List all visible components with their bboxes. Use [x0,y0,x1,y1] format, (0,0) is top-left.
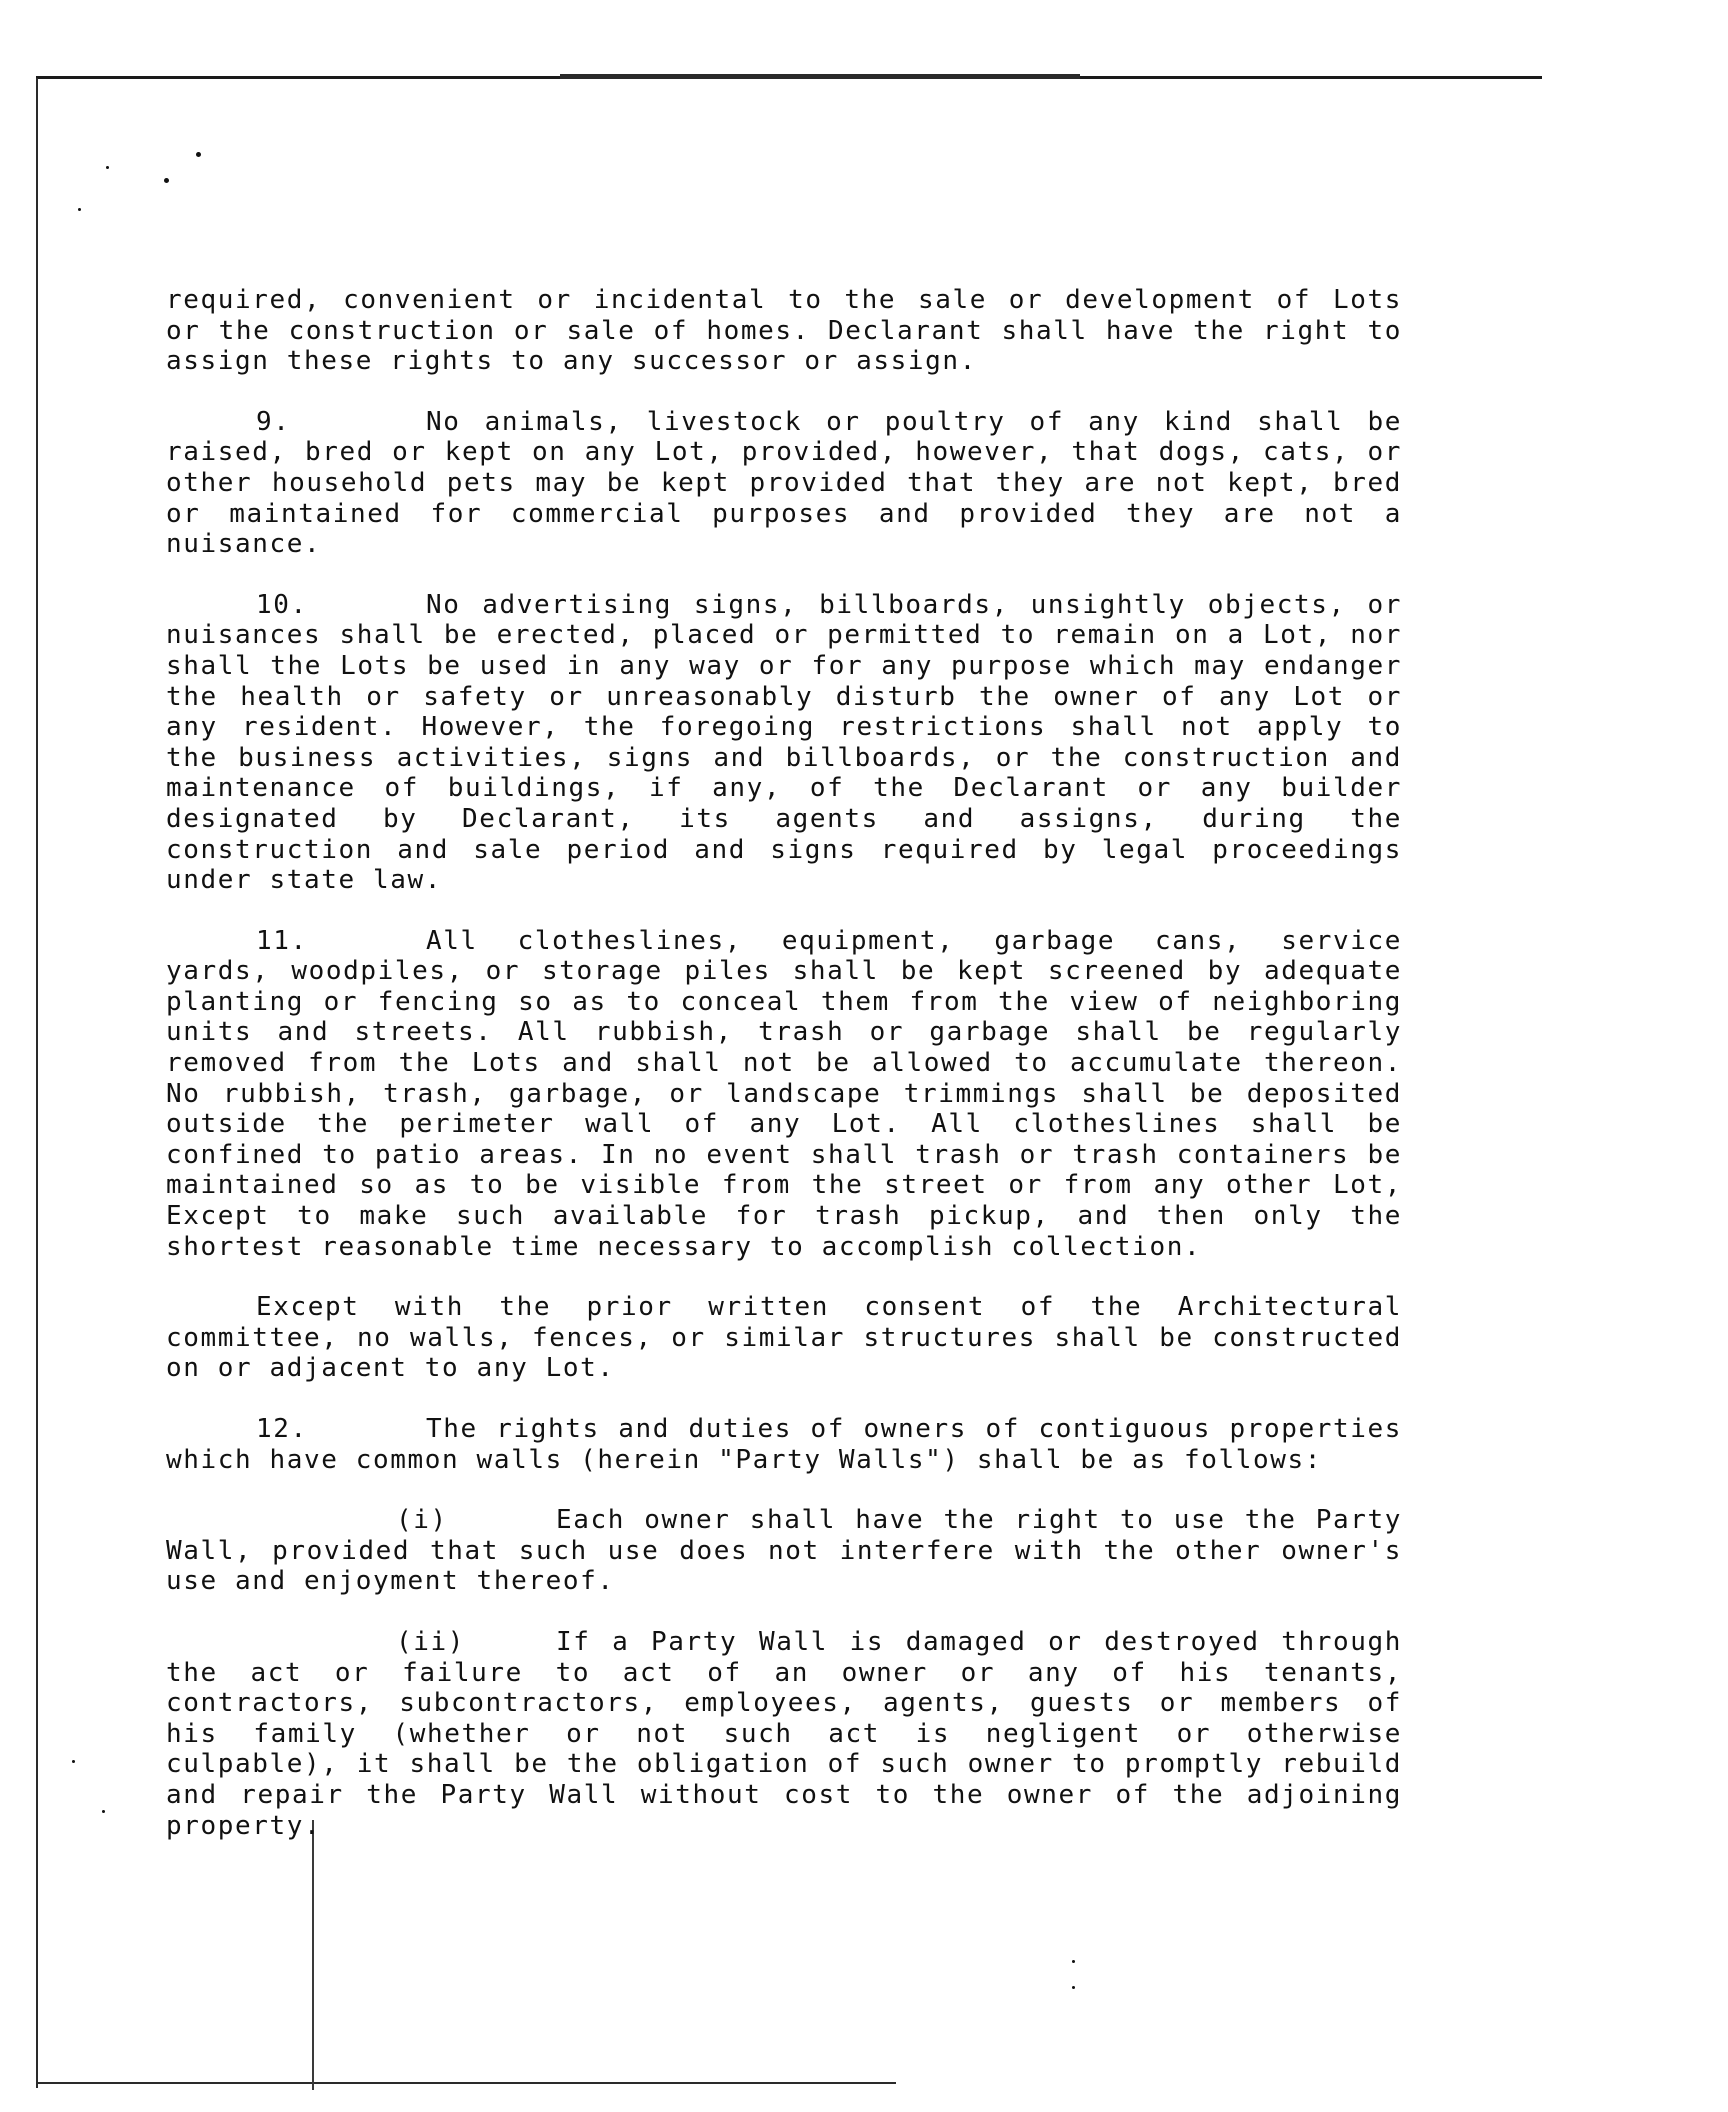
paragraph-text: The rights and duties of owners of contiguous properties which have common walls (herein "Party Walls") shall be as follows: [166,1414,1402,1475]
paragraph-text: No animals, livestock or poultry of any kind shall be raised, bred or kept on any Lot, provided, however, that dogs, cats, or other household pets may be kept provided that they are not kept, bred or maintained for commercial purposes and provided they are not a nuisance. [166,406,1402,560]
scan-speck [72,1760,75,1763]
subparagraph-ii [166,1627,1402,1841]
subparagraph-text: Each owner shall have the right to use the Party Wall, provided that such use does not interfere with the other owner's use and enjoyment thereof. [166,1505,1402,1597]
paragraph-continued [166,285,1402,377]
paragraph-text: No advertising signs, billboards, unsightly objects, or nuisances shall be erected, placed or permitted to remain on a Lot, nor shall the Lots be used in any way or for any purpose which may endanger the health or safety or unreasonably disturb the owner of any Lot or any resident. However, the foregoing restrictions shall not apply to the business activities, signs and billboards, or the construction and maintenance of buildings, if any, of the Declarant or any builder designated by Declarant, its agents and assigns, during the construction and sale period and signs required by legal proceedings under state law. [166,589,1402,896]
paragraph-number: 12. [256,1414,308,1444]
scan-border-bottom [36,2082,896,2084]
paragraph-12 [166,1414,1402,1475]
scan-border-left [36,78,38,2088]
paragraph-text: Except with the prior written consent of the Architectural committee, no walls, fences, or similar structures shall be constructed on or adjacent to any Lot. [166,1292,1402,1384]
paragraph-text: All clotheslines, equipment, garbage cans, service yards, woodpiles, or storage piles shall be kept screened by adequate planting or fencing so as to conceal them from the view of neighboring units and streets. All rubbish, trash or garbage shall be regularly removed from the Lots and shall not be allowed to accumulate thereon. No rubbish, trash, garbage, or landscape trimmings shall be deposited outside the perimeter wall of any Lot. All clotheslines shall be confined to patio areas. In no event shall trash or trash containers be maintained so as to be visible from the street or from any other Lot, Except to make such available for trash pickup, and then only the shortest reasonable time necessary to accomplish collection. [166,925,1402,1262]
subparagraph-i [166,1505,1402,1597]
paragraph-number: 11. [256,925,308,956]
subparagraph-number: (i) [396,1505,448,1536]
scan-speck [78,208,81,211]
scan-border-top-heavy [560,74,1080,79]
scan-speck [1072,1960,1075,1963]
paragraph-9 [166,407,1402,560]
scan-speck [1072,1986,1075,1989]
document-body [166,285,1402,1871]
paragraph-10 [166,590,1402,896]
scan-speck [196,152,201,157]
scan-speck [106,166,109,169]
subparagraph-number: (ii) [396,1626,466,1657]
paragraph-number: 10. [256,589,308,620]
paragraph-number: 9. [256,406,291,437]
paragraph-11 [166,926,1402,1263]
subparagraph-text: If a Party Wall is damaged or destroyed through the act or failure to act of an owner or any of his tenants, contractors, subcontractors, employees, agents, guests or members of his family (whether or not such act is negligent or otherwise culpable), it shall be the obligation of such owner to promptly rebuild and repair the Party Wall without cost to the owner of the adjoining property. [166,1626,1402,1841]
scan-speck [164,178,169,183]
paragraph-11-continued [166,1292,1402,1384]
paragraph-text: required, convenient or incidental to the sale or development of Lots or the construction or sale of homes. Declarant shall have the right to assign these rights to any successor or assign. [166,285,1402,377]
scan-speck [102,1810,105,1813]
